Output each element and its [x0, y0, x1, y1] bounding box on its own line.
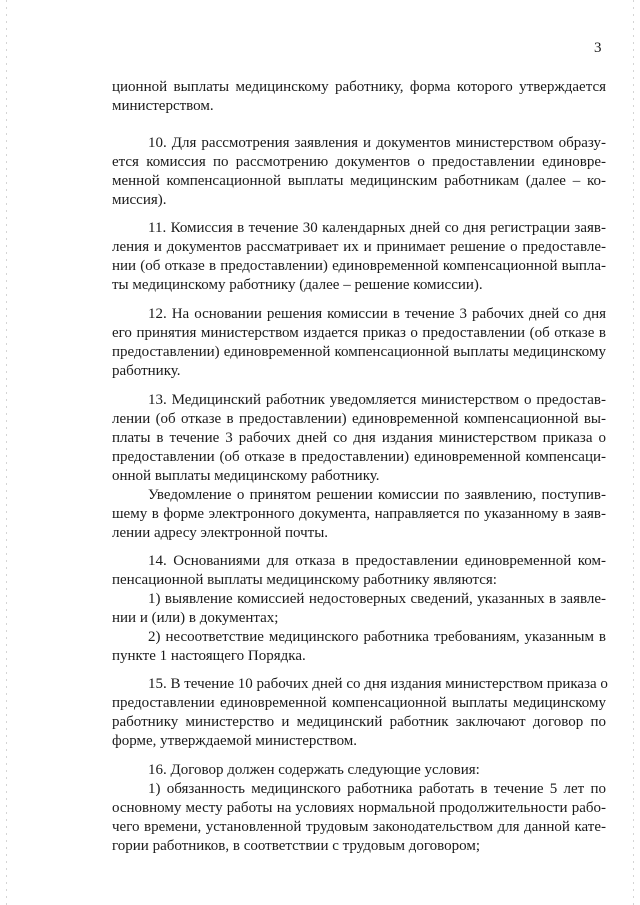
text-line: 14. Основаниями для отказа в предоставлении единовременной ком- — [148, 553, 606, 569]
scan-right-edge — [633, 0, 634, 905]
text-line: шему в форме электронного документа, направляется по указанному в заяв- — [112, 506, 606, 522]
list-item-14-2 — [112, 628, 606, 666]
text-line: предоставлении единовременной компенсационной выплаты медицинскому — [112, 695, 606, 711]
paragraph-14 — [112, 552, 606, 590]
text-line: пенсационной выплаты медицинскому работнику являются: — [112, 572, 497, 588]
text-line: 12. На основании решения комиссии в течение 3 рабочих дней со дня — [148, 306, 606, 322]
list-item-16-1 — [112, 780, 606, 856]
paragraph-11 — [112, 219, 606, 295]
text-line: основному месту работы на условиях нормальной продолжительности рабо- — [112, 800, 606, 816]
text-line: ления и документов рассматривает их и принимает решение о предоставле- — [112, 239, 606, 255]
text-line: ционной выплаты медицинскому работнику, форма которого утверждается — [112, 79, 606, 95]
text-line: лении (об отказе в предоставлении) единовременной компенсационной вы- — [112, 411, 606, 427]
text-line: онной выплаты медицинскому работнику. — [112, 468, 380, 484]
text-line: предоставлении (об отказе в предоставлении) единовременной компенсаци- — [112, 449, 606, 465]
text-line: 11. Комиссия в течение 30 календарных дней со дня регистрации заяв- — [148, 220, 606, 236]
text-line: пункте 1 настоящего Порядка. — [112, 648, 306, 664]
text-line: ется комиссия по рассмотрению документов о предоставлении единовре- — [112, 154, 606, 170]
text-line: нии (об отказе в предоставлении) единовременной компенсационной выпла- — [112, 258, 606, 274]
text-line: 15. В течение 10 рабочих дней со дня издания министерством приказа о — [148, 676, 608, 692]
text-line: миссия). — [112, 192, 167, 208]
text-line: его принятия министерством издается приказ о предоставлении (об отказе в — [112, 325, 606, 341]
text-line: 1) обязанность медицинского работника работать в течение 5 лет по — [148, 781, 606, 797]
text-line: 10. Для рассмотрения заявления и документов министерством образу- — [148, 135, 606, 151]
text-line: 16. Договор должен содержать следующие условия: — [148, 762, 480, 778]
page-number: 3 — [594, 40, 602, 56]
paragraph-12 — [112, 305, 606, 381]
text-line: лении адресу электронной почты. — [112, 525, 329, 541]
paragraph-16 — [112, 761, 606, 780]
text-line: министерством. — [112, 98, 214, 114]
paragraph-notification — [112, 486, 606, 543]
text-line: платы в течение 3 рабочих дней со дня издания министерством приказа о — [112, 430, 606, 446]
text-line: работнику министерство и медицинский работник заключают договор по — [112, 714, 606, 730]
text-line: менной компенсационной выплаты медицинским работникам (далее – ко- — [112, 173, 606, 189]
text-line: 13. Медицинский работник уведомляется министерством о предостав- — [148, 392, 606, 408]
text-line: нии и (или) в документах; — [112, 610, 279, 626]
list-item-14-1 — [112, 590, 606, 628]
text-line: предоставлении) единовременной компенсационной выплаты медицинскому — [112, 344, 606, 360]
paragraph-10 — [112, 134, 606, 210]
text-line: чего времени, установленной трудовым законодательством для данной кате- — [112, 819, 606, 835]
text-line: Уведомление о принятом решении комиссии по заявлению, поступив- — [148, 487, 606, 503]
text-line: гории работников, в соответствии с трудовым договором; — [112, 838, 481, 854]
scan-left-edge — [6, 0, 7, 905]
paragraph-13 — [112, 391, 606, 486]
text-line: 1) выявление комиссией недостоверных сведений, указанных в заявле- — [148, 591, 606, 607]
paragraph-continuation — [112, 78, 606, 116]
text-line: работнику. — [112, 363, 181, 379]
text-line: форме, утверждаемой министерством. — [112, 733, 358, 749]
text-line: ты медицинскому работнику (далее – решение комиссии). — [112, 277, 483, 293]
text-line: 2) несоответствие медицинского работника требованиям, указанным в — [148, 629, 606, 645]
paragraph-15 — [112, 675, 606, 751]
